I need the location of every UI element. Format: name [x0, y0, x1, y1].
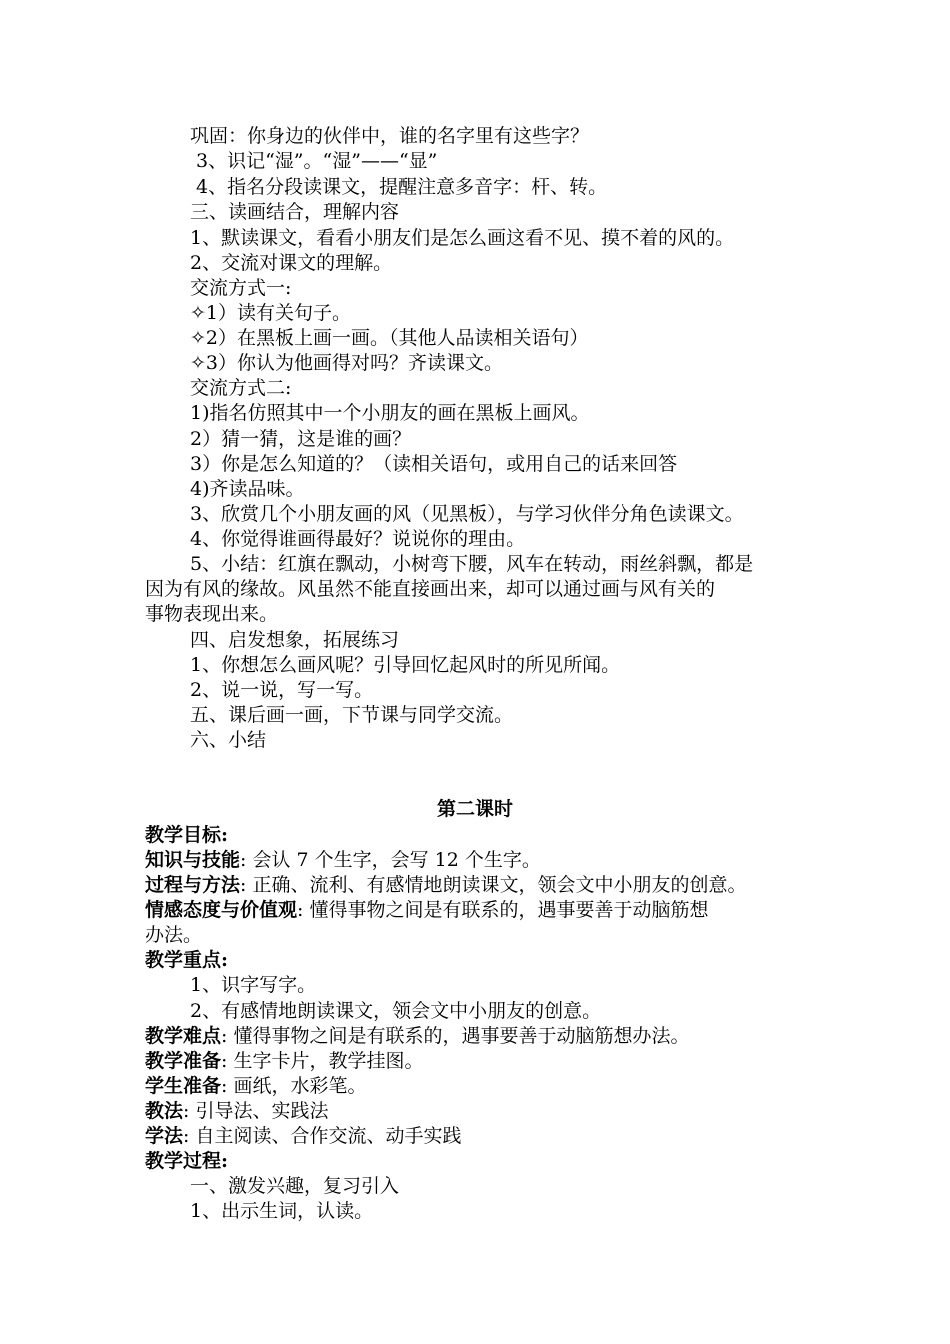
teaching-key-label: 教学重点: [145, 949, 222, 971]
lesson1-line: 2、说一说，写一写。: [190, 679, 374, 701]
lesson1-line: 因为有风的缘故。风虽然不能直接画出来，却可以通过画与风有关的: [145, 578, 716, 600]
lesson1-line: 1、默读课文，看看小朋友们是怎么画这看不见、摸不着的风的。: [190, 227, 735, 249]
lesson1-line: ✧1）读有关句子。: [190, 302, 352, 324]
teaching-method-line: [145, 1099, 328, 1124]
teaching-difficulty-line: [145, 1024, 689, 1049]
lesson1-line: 3、识记“湿”。“湿”——“显”: [196, 150, 438, 172]
lesson1-line: 1)指名仿照其中一个小朋友的画在黑板上画风。: [190, 402, 590, 424]
lesson1-line: 2、交流对课文的理解。: [190, 252, 393, 274]
emotion-attitude-line: [145, 898, 708, 923]
teaching-process-heading: [145, 1149, 228, 1174]
lesson2-title: 第二课时: [436, 798, 513, 820]
student-prep-text: : 画纸，水彩笔。: [221, 1075, 367, 1097]
learning-method-label: 学法: [145, 1125, 184, 1147]
emotion-attitude-label: 情感态度与价值观: [145, 899, 298, 921]
student-prep-line: [145, 1074, 366, 1099]
lesson1-line: 事物表现出来。: [145, 603, 279, 625]
lesson1-line: ✧3）你认为他画得对吗？齐读课文。: [190, 352, 504, 374]
learning-method-line: [145, 1124, 461, 1149]
process-method-label: 过程与方法: [145, 874, 241, 896]
knowledge-skills-label: 知识与技能: [145, 849, 241, 871]
process-step-2: 1、出示生词，认读。: [190, 1200, 374, 1222]
teaching-goals-heading: [145, 823, 228, 848]
lesson1-line: 三、读画结合，理解内容: [190, 201, 400, 223]
teaching-key-item-2: 2、有感情地朗读课文，领会文中小朋友的创意。: [190, 1000, 602, 1022]
lesson1-line: 1、你想怎么画风呢？引导回忆起风时的所见所闻。: [190, 654, 621, 676]
teaching-process-label: 教学过程: [145, 1150, 222, 1172]
lesson1-line: ✧2）在黑板上画一画。（其他人品读相关语句）: [190, 327, 589, 349]
lesson1-line: 3、欣赏几个小朋友画的风（见黑板），与学习伙伴分角色读课文。: [190, 503, 744, 525]
teaching-method-label: 教法: [145, 1100, 184, 1122]
teaching-key-colon: :: [221, 949, 229, 971]
lesson1-line: 2）猜一猜，这是谁的画？: [190, 428, 412, 450]
teaching-method-text: : 引导法、实践法: [183, 1100, 329, 1122]
teaching-key-item-1: 1、识字写字。: [190, 974, 317, 996]
lesson1-line: 六、小结: [190, 729, 267, 751]
lesson1-line: 巩固：你身边的伙伴中，谁的名字里有这些字？: [190, 125, 590, 147]
teaching-prep-text: : 生字卡片，教学挂图。: [221, 1050, 424, 1072]
knowledge-skills-text: : 会认 7 个生字，会写 12 个生字。: [240, 849, 541, 871]
lesson1-line: 4、你觉得谁画得最好？说说你的理由。: [190, 528, 526, 550]
lesson1-line: 交流方式二:: [190, 377, 292, 399]
teaching-process-colon: :: [221, 1150, 229, 1172]
learning-method-text: : 自主阅读、合作交流、动手实践: [183, 1125, 462, 1147]
student-prep-label: 学生准备: [145, 1075, 222, 1097]
teaching-prep-line: [145, 1049, 423, 1074]
process-method-line: [145, 873, 746, 898]
knowledge-skills-line: [145, 848, 541, 873]
lesson1-line: 交流方式一:: [190, 277, 292, 299]
process-step-1: 一、激发兴趣，复习引入: [190, 1175, 400, 1197]
lesson1-line: 3）你是怎么知道的？（读相关语句，或用自己的话来回答: [190, 453, 678, 475]
teaching-goals-label: 教学目标:: [145, 824, 229, 846]
lesson1-line: 4)齐读品味。: [190, 478, 305, 500]
lesson1-line: 四、启发想象，拓展练习: [190, 629, 400, 651]
teaching-key-heading: [145, 948, 228, 973]
lesson1-line: 4、指名分段读课文，提醒注意多音字：杆、转。: [196, 176, 608, 198]
emotion-attitude-text: : 懂得事物之间是有联系的，遇事要善于动脑筋想: [297, 899, 709, 921]
teaching-difficulty-text: : 懂得事物之间是有联系的，遇事要善于动脑筋想办法。: [221, 1025, 690, 1047]
lesson1-line: 5、小结：红旗在飘动，小树弯下腰，风车在转动，雨丝斜飘，都是: [190, 553, 754, 575]
lesson1-line: 五、课后画一画，下节课与同学交流。: [190, 704, 514, 726]
teaching-prep-label: 教学准备: [145, 1050, 222, 1072]
emotion-attitude-cont: 办法。: [145, 924, 203, 946]
process-method-text: : 正确、流利、有感情地朗读课文，领会文中小朋友的创意。: [240, 874, 747, 896]
teaching-difficulty-label: 教学难点: [145, 1025, 222, 1047]
